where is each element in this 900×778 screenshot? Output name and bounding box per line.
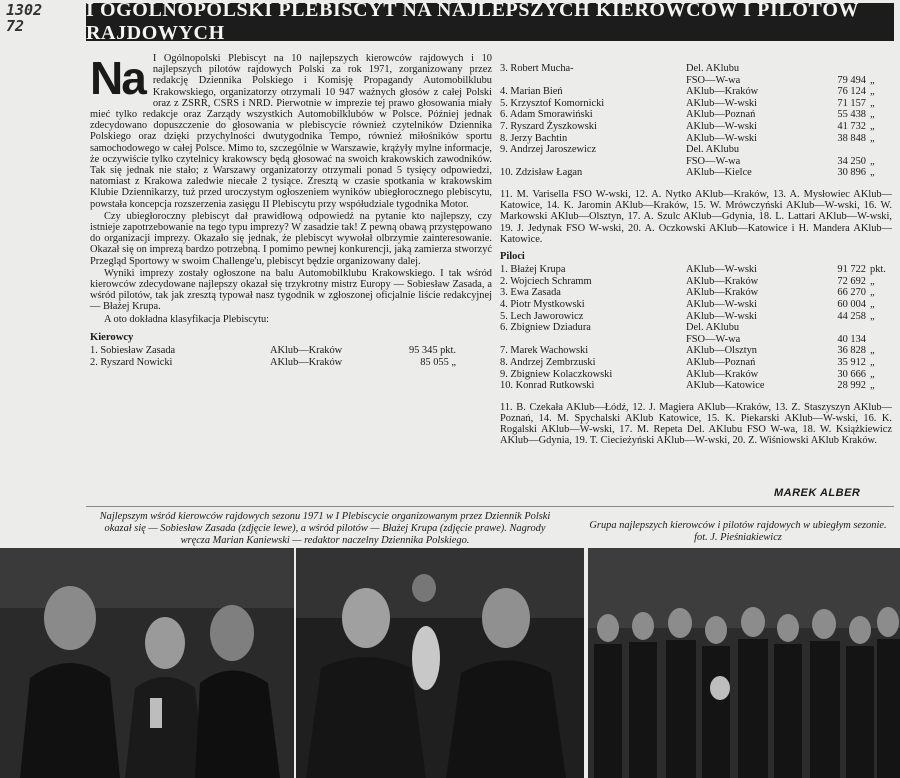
- photo-group: [588, 548, 900, 778]
- ranking-row: 9. Zbigniew Kolaczkowski AKlub—Kraków 30 666 „: [500, 368, 875, 380]
- ranking-row: 2. Ryszard Nowicki AKlub—Kraków 85 055 „: [90, 356, 456, 368]
- ranking-row: 7. Marek Wachowski AKlub—Olsztyn 36 828 „: [500, 345, 875, 357]
- article-paragraph: A oto dokładna klasyfikacja Plebiscytu:: [104, 313, 270, 325]
- ranking-row: 2. Wojciech Schramm AKlub—Kraków 72 692 „: [500, 275, 875, 287]
- handwritten-archive-number: 1302 72: [6, 1, 43, 35]
- author-byline: MAREK ALBER: [774, 487, 861, 499]
- ranking-row: 4. Piotr Mystkowski AKlub—W-wski 60 004 „: [500, 298, 875, 310]
- drivers-heading: Kierowcy: [90, 331, 134, 343]
- ranking-row: 1. Sobiesław Zasada AKlub—Kraków 95 345 pkt.: [90, 345, 456, 357]
- ranking-row: 6. Adam Smorawiński AKlub—Poznań 55 438 „: [500, 109, 875, 121]
- photo-award-zasada: [0, 548, 294, 778]
- article-left-column: [90, 53, 492, 368]
- ranking-row: 1. Błażej Krupa AKlub—W-wski 91 722 pkt.: [500, 264, 886, 276]
- pilots-heading: Piloci: [500, 250, 525, 262]
- ranking-row: 4. Marian Bień AKlub—Kraków 76 124 „: [500, 86, 875, 98]
- photo-award-krupa: [296, 548, 584, 778]
- ranking-row: 3. Robert Mucha- Del. AKlubu: [500, 63, 740, 74]
- ranking-row: 6. Zbigniew Dziadura Del. AKlubu: [500, 322, 740, 334]
- ranking-row: FSO—W-wa 34 250 „: [686, 155, 875, 167]
- ranking-row: 7. Ryszard Żyszkowski AKlub—W-wski 41 732 „: [500, 120, 875, 132]
- headline: I OGÓLNOPOLSKI PLEBISCYT NA NAJLEPSZYCH KIEROWCÓW I PILOTÓW RAJDOWYCH: [86, 0, 859, 44]
- ranking-row: 10. Zdzisław Łagan AKlub—Kielce 30 896 „: [500, 167, 875, 179]
- ranking-row: 9. Andrzej Jaroszewicz Del. AKlubu: [500, 144, 740, 156]
- ranking-row: 10. Konrad Rutkowski AKlub—Katowice 28 992 „: [500, 380, 875, 392]
- article-paragraph: I Ogólnopolski Plebiscyt na 10 najlepszych kierowców rajdowych i 10 najlepszych pilotów rajdowych Polski za rok 1971, zorganizowany przez redakcję Dziennika Polskiego i Komisję Propagandy Automobilklubu Krakowskiego, organizatorzy otrzymali 10 947 ważnych głosów z całej Polski oraz z ZSRR, CSRS i NRD. Pierwotnie w imprezie tej prawo głosowania miały mieć tylko redakcje oraz Zarządy wszystkich Automobilklubów w Polsce. Później jednak zdecydowano dopuszczenie do głosowania w plebiscycie również czytelników Dziennika Polskiego oraz dzięki przychylności dwutygodnika Tempo, również miłośników sportu samochodowego w całej Polsce. Mimo to, szczególnie w Warszawie, krążyły mylne informacje, że oczywiście tylko czytelnicy krakowscy będą głosować na swoich krakowskich zawodników. Tak się jednak nie stało; z Warszawy organizatorzy otrzymali ponad 5 tysięcy odpowiedzi, natomiast z Krakowa zaledwie niecałe 2 tysiące. Zresztą w czasie spotkania w krakowskim Klubie Dziennikarzy, tuż przed uroczystym ogłoszeniem wyników ubiegłorocznego plebiscytu, powstała koncepcja rozszerzenia zasięgu II Plebiscytu przy współudziale tygodnika Motor.: [90, 53, 492, 210]
- photo-caption-left: Najlepszym wśród kierowców rajdowych sezonu 1971 w I Plebiscycie organizowanym przez Dziennik Polski okazał się — Sobiesław Zasada (zdjęcie lewe), a wśród pilotów — Błażej Krupa (zdjęcie prawe). Nagrody wręcza Marian Kaniewski — redaktor naczelny Dziennika Polskiego.: [99, 511, 551, 546]
- ranking-row: 5. Lech Jaworowicz AKlub—W-wski 44 258 „: [500, 310, 875, 322]
- divider: [86, 506, 894, 507]
- drop-cap: Na: [90, 52, 145, 104]
- ranking-row: 8. Andrzej Zembrzuski AKlub—Poznań 35 912 „: [500, 356, 875, 368]
- photo-caption-right: Grupa najlepszych kierowców i pilotów rajdowych w ubiegłym sezonie. fot. J. Pieśniakiewicz: [589, 520, 887, 543]
- pilots-other-places: 11. B. Czekała AKlub—Łódź, 12. J. Magiera AKlub—Kraków, 13. Z. Staszyszyn AKlub—Poznań, 14. M. Spychalski AKlub Katowice, 15. K. Piekarski AKlub—W-wski, 16. K. Rogalski AKlub—W-wski, 17. M. Repeta Del. AKlubu FSO W-wa, 18. W. Książkiewicz AKlub—Gdynia, 19. T. Ciecieżyński AKlub—W-wski, 20. Z. Wiśniowski AKlub Kraków.: [500, 401, 892, 447]
- article-paragraph: Wyniki imprezy zostały ogłoszone na balu Automobilklubu Krakowskiego. I tak wśród kierowców zdecydowane najlepszy okazał się trzykrotny mistrz Europy — Sobiesław Zasada, a wśród pilotów, tak jak zresztą typował nasz tygodnik w zgłoszonej oficjalnie liście redakcyjnej — Błażej Krupa.: [90, 267, 492, 313]
- ranking-row: FSO—W-wa 40 134: [686, 333, 866, 345]
- article-right-column: [500, 63, 892, 453]
- headline-bar: [86, 0, 894, 44]
- ranking-row: 8. Jerzy Bachtin AKlub—W-wski 38 848 „: [500, 132, 875, 144]
- ranking-row: 3. Ewa Zasada AKlub—Kraków 66 270 „: [500, 287, 875, 299]
- ranking-row: FSO—W-wa 79 494 „: [686, 74, 875, 86]
- ranking-row: 5. Krzysztof Komornicki AKlub—W-wski 71 157 „: [500, 97, 875, 109]
- article-paragraph: Czy ubiegłoroczny plebiscyt dał prawidłową odpowiedź na pytanie kto najlepszy, czy istnieje zapotrzebowanie na tego typu imprezy? W zasadzie tak! Z pewną obawą przystępowano do organizacji imprezy. Okazało się jednak, że plebiscyt wywołał olbrzymie zainteresowanie. Okazał się on imprezą bardzo potrzebną. I pomimo pewnej konkurencji, jaką zamierza stworzyć Przegląd Sportowy w swoim Challenge'u, plebiscyt będzie organizowany dalej.: [90, 210, 492, 267]
- drivers-other-places: 11. M. Varisella FSO W-wski, 12. A. Nytko AKlub—Kraków, 13. A. Mysłowiec AKlub—Katowice, 14. K. Jaromin AKlub—Kraków, 15. W. Mrówczyński AKlub—W-wski, 16. W. Markowski AKlub—Olsztyn, 17. A. Szulc AKlub—Gdynia, 18. L. Lattari AKlub—W-wski, 19. J. Jedynak FSO W-wski, 20. A. Oczkowski AKlub—Katowice i H. Mandera AKlub—Katowice.: [500, 188, 892, 245]
